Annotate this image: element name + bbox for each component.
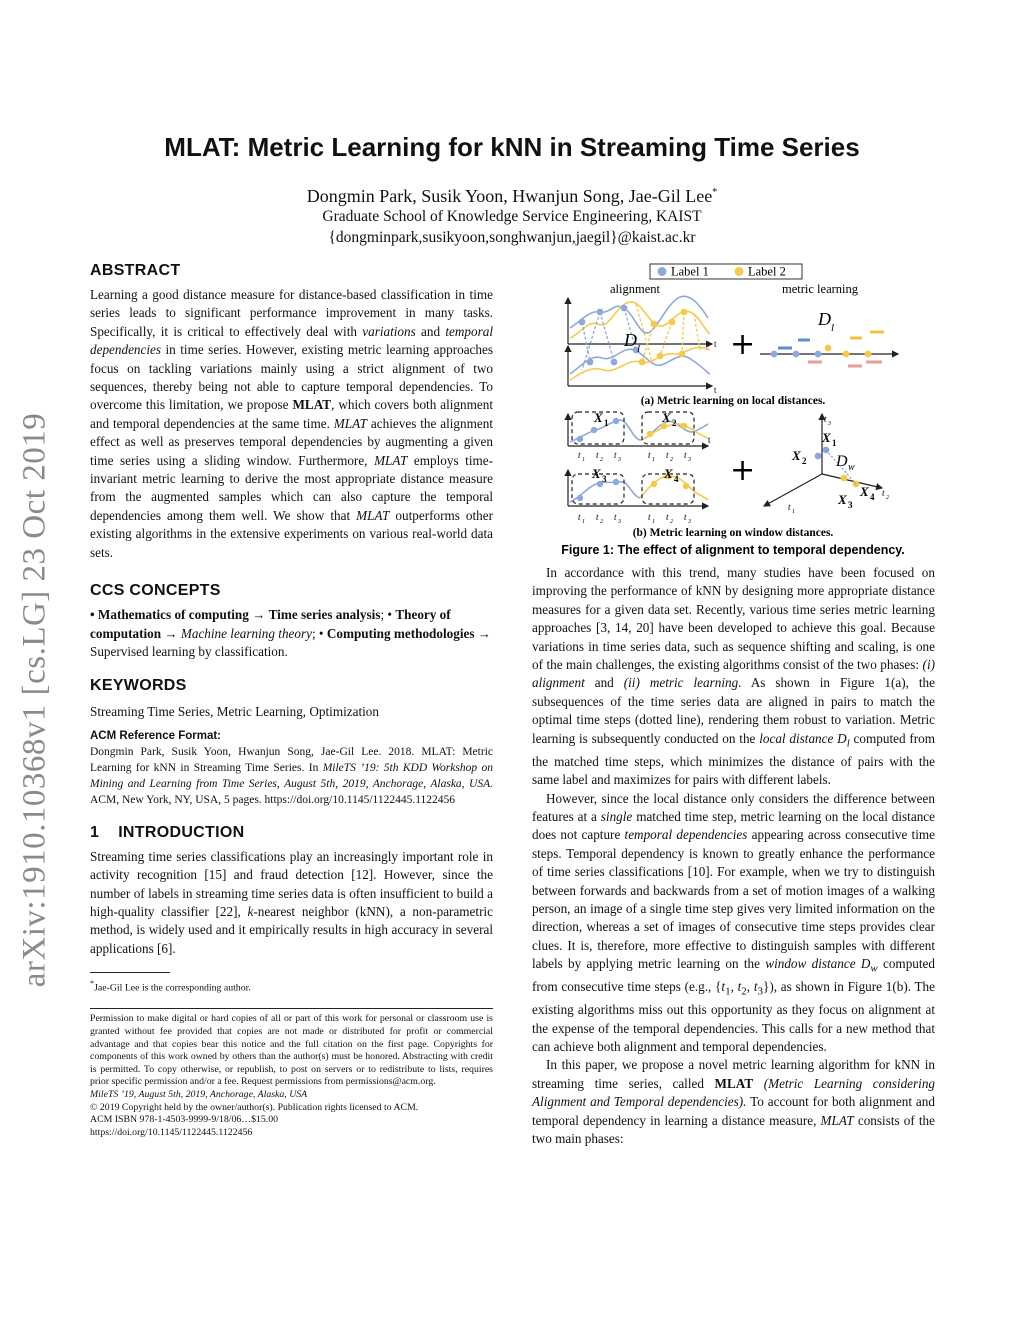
arxiv-id: arXiv:1910.10368v1 [cs.LG] 23 Oct 2019 [16, 412, 53, 988]
x2-label: X [662, 410, 671, 425]
alignment-panel [568, 296, 717, 395]
svg-text:X: X [792, 448, 801, 463]
plus-sign-b: + [730, 453, 756, 488]
svg-text:X: X [822, 430, 831, 445]
figure-1-diagram [532, 262, 935, 558]
svg-text:1: 1 [652, 519, 655, 525]
intro-para-4: In this paper, we propose a novel metric learning algorithm for kNN in streaming time series, called MLAT (Metric Learning considering Alignment and Temporal dependencies). To account for both alignment and temporal dependency in learning a distance measure, MLAT consists of the two main phases: [532, 1057, 936, 1147]
svg-text:t: t [614, 512, 617, 522]
figure-caption: Figure 1: The effect of alignment to temporal dependency. [561, 543, 905, 557]
ccs-heading: CCS CONCEPTS [90, 582, 221, 600]
footnote: *Jae-Gil Lee is the corresponding author. [90, 979, 251, 994]
legend-dot-1 [658, 267, 667, 276]
paper-affiliation: Graduate School of Knowledge Service Engineering, KAIST [322, 208, 702, 225]
axis-t-label: t [708, 435, 711, 445]
arxiv-stamp [18, 400, 52, 1000]
svg-text:2: 2 [886, 495, 889, 501]
window-3d-axes [764, 414, 889, 515]
window-distance-sub: w [848, 462, 855, 473]
svg-text:3: 3 [688, 457, 691, 463]
acm-ref-text: Dongmin Park, Susik Yoon, Hwanjun Song, Jae-Gil Lee. 2018. MLAT: Metric Learning for kNN in Streaming Time Series. In MileTS ’19: 5th KDD Workshop on Mining and Learning from Time Series, August 5th, 2019, Anchorage, Alaska, USA. ACM, New York, NY, USA, 5 pages. https://doi.org/10.1145/1122445.1122456 [90, 745, 493, 806]
paper-authors: Dongmin Park, Susik Yoon, Hwanjun Song, Jae-Gil Lee* [306, 186, 718, 206]
x3-sub: 3 [602, 474, 607, 484]
copyright-line: © 2019 Copyright held by the owner/author(s). Publication rights licensed to ACM. [90, 1101, 419, 1113]
svg-text:1: 1 [652, 457, 655, 463]
isbn-line: ACM ISBN 978-1-4503-9999-9/18/06…$15.00 [90, 1114, 279, 1126]
svg-text:t: t [684, 450, 687, 460]
svg-text:2: 2 [802, 456, 807, 466]
metric-learning-a-panel [760, 309, 898, 366]
caption-a: (a) Metric learning on local distances. [640, 395, 826, 407]
svg-text:1: 1 [792, 509, 795, 515]
local-distance-sub: l [637, 343, 641, 355]
plus-sign-a: + [730, 327, 756, 362]
permission-text: Permission to make digital or hard copies of all or part of this work for personal or classroom use is granted without fee provided that copies are not made or distributed for profit or commercial advantage and that copies bear this notice and the full citation on the first page. Copyrights for components of this work owned by others than the author(s) must be honored. Abstracting with credit is permitted. To copy otherwise, or republish, to post on servers or to redistribute to lists, requires prior specific permission and/or a fee. Request permissions from permissions@acm.org. [90, 1013, 493, 1088]
intro-text: Streaming time series classifications play an increasingly important role in activity recognition [15] and fraud detection [12]. However, since the number of labels in streaming time series data is often insufficient to build a high-quality classifier [22], k-nearest neighbor (kNN), a non-parametric method, is widely used and it empirically results in high accuracy in several applications [6]. [90, 848, 493, 956]
svg-text:t: t [666, 512, 669, 522]
svg-text:t: t [614, 450, 617, 460]
svg-text:1: 1 [582, 519, 585, 525]
x3-label: X [592, 466, 601, 481]
paper-emails: {dongminpark,susikyoon,songhwanjun,jaegil}@kaist.ac.kr [328, 229, 696, 246]
alignment-label: alignment [610, 282, 660, 296]
axis-t-label: t [714, 339, 717, 349]
x4-label: X [664, 466, 673, 481]
keywords-heading: KEYWORDS [90, 677, 187, 695]
venue-line: MileTS ’19, August 5th, 2019, Anchorage, Alaska, USA [90, 1088, 308, 1100]
svg-text:X: X [860, 484, 869, 499]
svg-text:t: t [684, 512, 687, 522]
metric-dl-sub: l [831, 322, 835, 334]
legend-label-2: Label 2 [748, 264, 786, 279]
intro-para-3: However, since the local distance only considers the difference between features at a single matched time step, metric learning on the local distance does not capture temporal dependencies appearing across consecutive time steps. Temporal dependency is known to greatly enhance the performance of time series classifications [10]. For example, when we try to distinguish between forwards and backwards from a set of motion images of a walking person, an image of a single time step gives very limited information on the direction, whereas a set of images of consecutive time steps provides clear clues. It is, therefore, more effective to distinguish samples with different labels by applying metric learning on the window distance $D_w$ computed from consecutive time steps (e.g., {$t_1$, $t_2$, $t_3$}), as shown in Figure 1(b). The existing algorithms miss out this opportunity as they focus on alignment at the expense of the temporal dependencies. This calls for a new method that can achieve both alignment and temporal dependencies. [532, 790, 936, 1055]
svg-text:2: 2 [600, 457, 603, 463]
x4-sub: 4 [674, 474, 679, 484]
svg-text:t: t [596, 512, 599, 522]
svg-text:3: 3 [618, 457, 621, 463]
svg-text:t: t [578, 512, 581, 522]
svg-text:t: t [666, 450, 669, 460]
svg-text:t: t [648, 512, 651, 522]
local-distance-label: D [624, 330, 637, 350]
svg-text:1: 1 [582, 457, 585, 463]
svg-text:t: t [648, 450, 651, 460]
figure-1 [532, 262, 935, 558]
abstract-text: Learning a good distance measure for distance-based classification in time series leads to significant performance improvement in many tasks. Specifically, it is critical to effectively deal with variations and temporal dependencies in time series. However, existing metric learning approaches focus on tackling variations mainly using a strict alignment of two sequences, thereby being not able to capture temporal dependencies. To overcome this limitation, we propose MLAT, which covers both alignment and temporal dependencies at the same time. MLAT achieves the alignment effect as well as preserves temporal dependencies by augmenting a given time series using a sliding window. Furthermore, MLAT employs time-invariant metric learning to derive the most appropriate distance measure from the augmented samples which can also capture the temporal dependencies among them well. We show that MLAT outperforms other existing algorithms in the extensive experiments on various real-world data sets. [90, 287, 493, 560]
abstract-heading: ABSTRACT [90, 262, 181, 279]
svg-text:X: X [838, 492, 847, 507]
paper-title: MLAT: Metric Learning for kNN in Streaming Time Series [164, 132, 860, 162]
intro-heading: 1 INTRODUCTION [90, 823, 245, 841]
intro-para-2: In accordance with this trend, many studies have been focused on improving the performance of kNN by designing more appropriate distance measures for a given data set. Recently, various time series metric learning approaches [3, 14, 20] have been developed to achieve this goal. Because variations in time series data, such as sequence shifting and scaling, is one of the main challenges, the existing algorithms consist of the two phases: (i) alignment and (ii) metric learning. As shown in Figure 1(a), the subsequences of the time series data are aligned in pairs to match the optimal time steps (dotted line), rendering them robust to variation. Metric learning is subsequently conducted on the local distance $D_l$ computed from the matched time steps, which minimizes the distance of pairs with the same label and maximizes for pairs with different labels. [532, 565, 936, 788]
window-panel-bottom [568, 466, 708, 525]
right-column [532, 262, 935, 1149]
svg-text:t: t [788, 502, 791, 512]
svg-text:2: 2 [670, 457, 673, 463]
metric-dl-label: D [818, 309, 831, 329]
svg-text:1: 1 [832, 438, 837, 448]
svg-text:4: 4 [870, 492, 875, 502]
legend-dot-2 [735, 267, 744, 276]
x1-label: X [594, 410, 603, 425]
keywords-text: Streaming Time Series, Metric Learning, Optimization [90, 704, 379, 720]
window-series-blue [570, 420, 708, 442]
svg-text:3: 3 [828, 421, 831, 427]
svg-text:t: t [824, 414, 827, 424]
svg-text:3: 3 [848, 500, 853, 510]
window-distance-label: D [836, 453, 848, 470]
window-panel-top [568, 410, 711, 463]
x1-sub: 1 [604, 418, 609, 428]
svg-text:t: t [578, 450, 581, 460]
svg-text:t: t [596, 450, 599, 460]
caption-b: (b) Metric learning on window distances. [632, 527, 834, 539]
metric-learning-label: metric learning [782, 282, 859, 296]
permission-rule [90, 1008, 493, 1009]
x2-sub: 2 [672, 418, 677, 428]
svg-text:2: 2 [600, 519, 603, 525]
left-column [90, 262, 493, 1139]
svg-text:3: 3 [688, 519, 691, 525]
svg-text:2: 2 [670, 519, 673, 525]
axis-t-label: t [714, 385, 717, 395]
doi-line: https://doi.org/10.1145/1122445.1122456 [90, 1126, 253, 1138]
footnote-rule [90, 972, 170, 973]
acm-ref-heading: ACM Reference Format: [90, 729, 221, 742]
legend-label-1: Label 1 [671, 264, 709, 279]
svg-text:3: 3 [618, 519, 621, 525]
ccs-text: • Mathematics of computing → Time series analysis; • Theory of computation → Machine learning theory; • Computing methodologies → Supervised learning by classification. [90, 607, 491, 659]
svg-text:t: t [882, 488, 885, 498]
